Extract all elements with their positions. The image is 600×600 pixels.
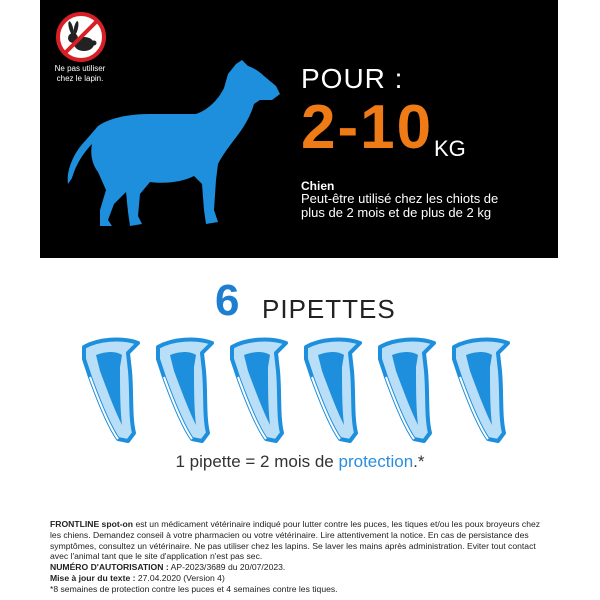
pipette-icon — [158, 340, 212, 441]
pipette-count — [0, 276, 600, 330]
brand-name: FRONTLINE spot-on — [50, 519, 134, 529]
pipette-row — [70, 335, 530, 445]
pipette-icon — [454, 340, 508, 441]
pipette-count-label: PIPETTES — [262, 294, 396, 324]
protection-claim — [0, 452, 600, 472]
protection-suffix: .* — [413, 452, 425, 471]
update-label: Mise à jour du texte : — [50, 572, 136, 583]
authorization-value: AP-2023/3689 du 20/07/2023. — [168, 562, 286, 573]
protection-prefix: 1 pipette = 2 mois de — [175, 452, 339, 471]
species-label: Chien — [301, 179, 335, 193]
pipette-count-number: 6 — [215, 276, 240, 325]
no-rabbit-warning: Ne pas utiliser chez le lapin. — [54, 64, 106, 83]
authorization-label: NUMÉRO D'AUTORISATION : — [50, 562, 169, 573]
weight-range: 2-10 — [301, 93, 434, 162]
for-label: POUR : — [301, 63, 404, 94]
footnote: *8 semaines de protection contre les puces et 4 semaines contre les tiques. — [50, 584, 338, 594]
legal-notice — [50, 519, 550, 584]
pipette-icon — [380, 340, 434, 441]
update-value: 27.04.2020 (Version 4) — [135, 572, 225, 583]
no-rabbit-icon — [55, 11, 107, 63]
legal-description: est un médicament vétérinaire indiqué pour lutter contre les puces, les tiques et/ou les poux broyeurs chez les chiens. Demandez conseil à votre pharmacien ou votre vétérinaire. Lire attentivement la notice. En cas de persistance des symptômes, consultez un vétérinaire. Ne pas utiliser chez les lapins. Se laver les mains après administration. Eviter tout contact avec l'animal tant que le site d'application n'est pas sec. — [50, 519, 541, 562]
usage-note: Peut-être utilisé chez les chiots de plus de 2 mois et de plus de 2 kg — [301, 191, 499, 220]
pipette-icon — [232, 340, 286, 441]
weight-unit: KG — [434, 136, 466, 161]
protection-highlight: protection — [338, 452, 414, 471]
pipette-icon — [84, 340, 138, 441]
dog-silhouette — [66, 60, 284, 230]
pipette-icon — [306, 340, 360, 441]
